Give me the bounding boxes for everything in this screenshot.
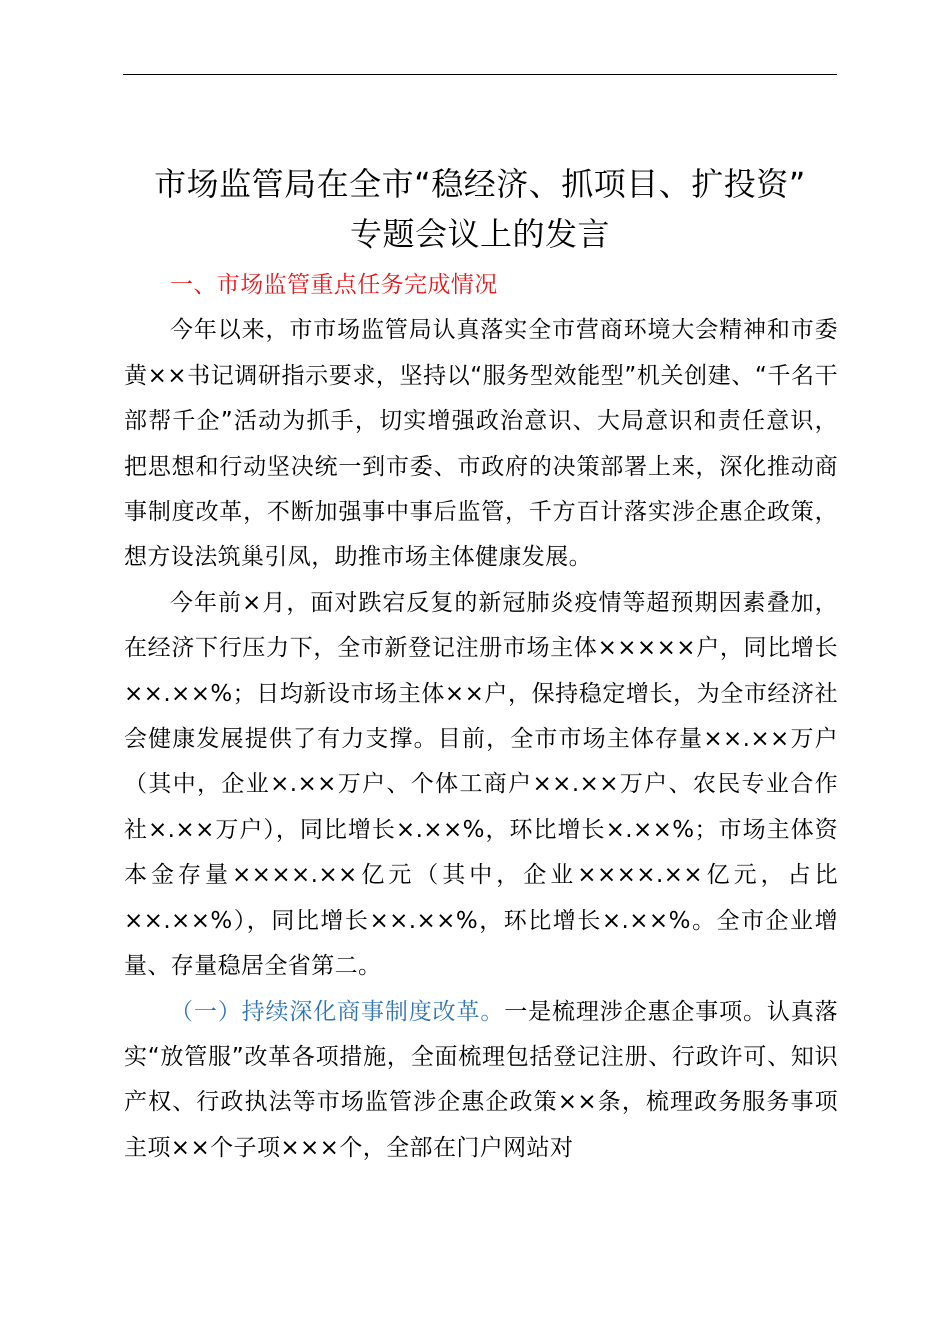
body-paragraph: 今年前×月，面对跌宕反复的新冠肺炎疫情等超预期因素叠加，在经济下行压力下，全市新登记注册市场主体×××××户，同比增长××.××%；日均新设市场主体××户，保持稳定增长，为全市经济社会健康发展提供了有力支撑。目前，全市市场主体存量××.××万户（其中，企业×.××万户、个体工商户××.××万户、农民专业合作社×.××万户），同比增长×.××%，环比增长×.××%；市场主体资本金存量××××.××亿元（其中，企业××××.××亿元，占比××.××%），同比增长××.××%，环比增长×.××%。全市企业增量、存量稳居全省第二。 xyxy=(124,589,838,980)
subsection-heading: （一）持续深化商事制度改革。 xyxy=(170,998,505,1025)
title-line-1: 市场监管局在全市“稳经济、抓项目、扩投资” xyxy=(154,165,806,204)
subsection-text: 一是梳理涉企惠企事项。认真落实“放管服”改革各项措施，全面梳理包括登记注册、行政许可、知识产权、行政执法等市场监管涉企惠企政策××条，梳理政务服务事项主项××个子项×××个，全部在门户网站对 xyxy=(124,998,838,1161)
title-line-2: 专题会议上的发言 xyxy=(349,215,610,254)
header-rule xyxy=(123,74,837,75)
body-paragraph xyxy=(124,990,838,1172)
document-title xyxy=(100,159,860,259)
body-paragraph: 今年以来，市市场监管局认真落实全市营商环境大会精神和市委黄××书记调研指示要求，坚持以“服务型效能型”机关创建、“千名干部帮千企”活动为抓手，切实增强政治意识、大局意识和责任意识，把思想和行动坚决统一到市委、市政府的决策部署上来，深化推动商事制度改革，不断加强事中事后监管，千方百计落实涉企惠企政策，想方设法筑巢引凤，助推市场主体健康发展。 xyxy=(124,317,838,571)
document-body xyxy=(124,263,838,1171)
section-heading: 一、市场监管重点任务完成情况 xyxy=(170,272,498,298)
